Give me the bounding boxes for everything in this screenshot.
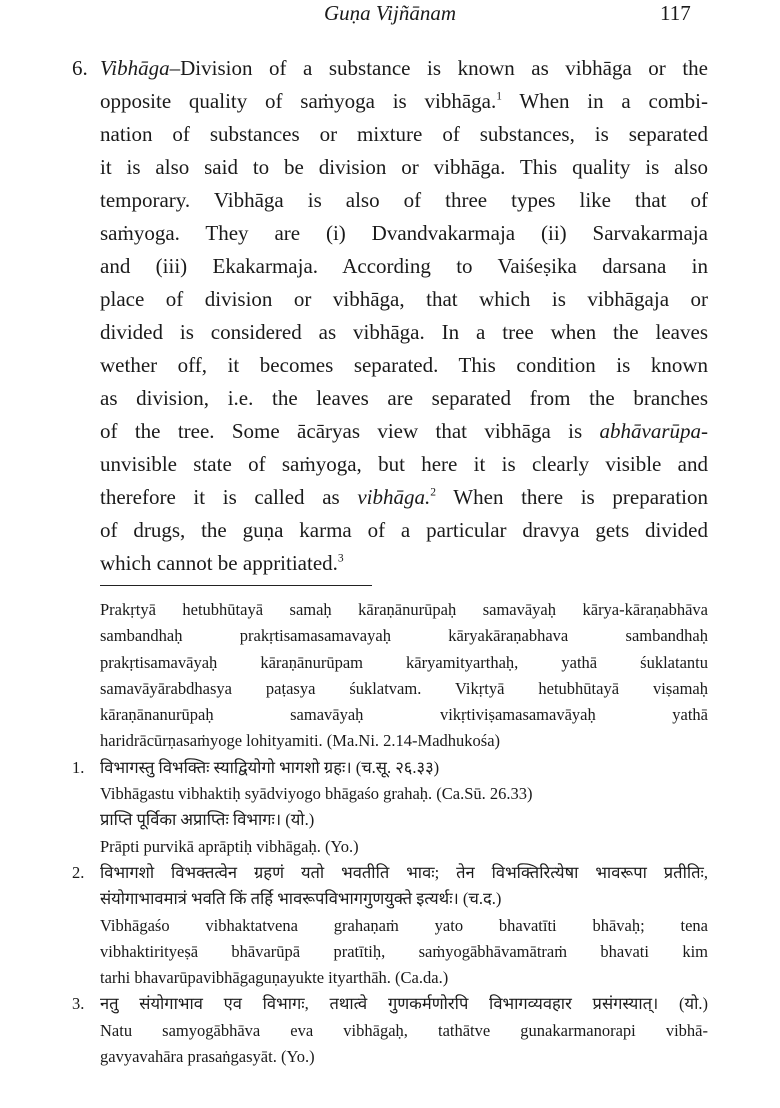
footnote-continuation-line [100, 728, 708, 754]
paragraph-line [100, 481, 708, 514]
text-run: विभागशो विभक्तत्वेन ग्रहणं यतो भवतीति भावः; तेन विभक्तिरित्येषा भावरूपा प्रतीतिः, [100, 862, 708, 882]
text-run: vibhaktirityeṣā bhāvarūpā pratītiḥ, saṁyogābhāvamātraṁ bhavati kim [100, 941, 708, 961]
paragraph-line [100, 514, 708, 547]
footnote-continuation-line [100, 702, 708, 728]
text-run: of drugs, the guṇa karma of a particular dravya gets divided [100, 518, 708, 542]
text-run: place of division or vibhāga, that which is vibhāgaja or [100, 287, 708, 311]
footnote-continuation-line [100, 650, 708, 676]
text-run: therefore it is called as [100, 485, 358, 509]
text-run: Prakṛtyā hetubhūtayā samaḥ kāraṇānurūpaḥ samavāyaḥ kārya-kāraṇabhāva [100, 600, 708, 619]
text-run: gavyavahāra prasaṅgasyāt. (Yo.) [100, 1047, 315, 1067]
text-run: नतु संयोगाभाव एव विभागः, तथात्वे गुणकर्मणोरपि विभागव्यवहार प्रसंगस्यात्। (यो.) [100, 994, 708, 1014]
paragraph-line [100, 283, 708, 316]
paragraph-line [100, 547, 708, 580]
footnote-reference: 2 [430, 486, 437, 499]
footnote-line [72, 991, 708, 1017]
text-run: as division, i.e. the leaves are separated from the branches [100, 386, 708, 410]
page-number: 117 [660, 1, 691, 25]
text-run: samavāyārabdhasya paṭasya śuklatvam. Vikṛtyā hetubhūtayā viṣamaḥ [100, 678, 708, 698]
text-run: of the tree. Some ācāryas view that vibhāga is [100, 419, 600, 443]
footnote-line [72, 860, 708, 886]
footnote-reference: 3 [337, 552, 344, 565]
text-run: Vibhāgaśo vibhaktatvena grahaṇaṁ yato bhavatīti bhāvaḥ; tena [100, 915, 708, 935]
text-run: temporary. Vibhāga is also of three types like that of [100, 188, 708, 212]
text-run: abhāvarūpa- [599, 419, 708, 443]
text-run: unvisible state of saṁyoga, but here it is clearly visible and [100, 452, 708, 476]
paragraph-line [100, 151, 708, 184]
text-run: haridrācūrṇasaṁyoge lohityamiti. (Ma.Ni. 2.14-Madhukośa) [100, 731, 501, 751]
footnote-line [100, 781, 708, 807]
paragraph-line [100, 85, 708, 118]
footnote-line [100, 965, 708, 991]
text-run: tarhi bhavarūpavibhāgaguṇayukte ityarthāh. (Ca.da.) [100, 968, 449, 988]
paragraph-line [100, 415, 708, 448]
text-run: –Division of a substance is known as vibhāga or the [169, 56, 708, 80]
paragraph-line [100, 349, 708, 382]
text-run: it is also said to be division or vibhāga. This quality is also [100, 155, 708, 179]
text-run: विभागस्तु विभक्तिः स्याद्वियोगो भागशो ग्रहः। (च.सू. २६.३३) [100, 757, 440, 777]
text-run: nation of substances or mixture of substances, is separated [100, 122, 708, 146]
text-run: Prāpti purvikā aprāptiḥ vibhāgaḥ. (Yo.) [100, 836, 359, 856]
text-run: When in a combi- [502, 89, 708, 113]
paragraph-line [100, 217, 708, 250]
text-run: Vibhāga [100, 56, 170, 80]
paragraph-line [100, 250, 708, 283]
footnote-line [100, 886, 708, 912]
text-run: संयोगाभावमात्रं भवति किं तर्हि भावरूपविभागगुणयुक्ते इत्यर्थः। (च.द.) [100, 889, 502, 909]
running-title: Guṇa Vijñānam [323, 1, 457, 25]
body-paragraph-6 [72, 52, 708, 580]
paragraph-line [100, 118, 708, 151]
footnote-number: 2. [72, 862, 85, 882]
text-run: vibhāga. [357, 485, 431, 509]
footnote-line [100, 807, 708, 833]
paragraph-line [72, 52, 708, 85]
text-run: saṁyoga. They are (i) Dvandvakarmaja (ii) Sarvakarmaja [100, 221, 708, 245]
footnote-line [100, 913, 708, 939]
text-run: prakṛtisamavāyaḥ kāraṇānurūpam kāryamityarthaḥ, yathā śuklatantu [100, 652, 708, 672]
footnote-number: 3. [72, 994, 85, 1014]
paragraph-line [100, 184, 708, 217]
footnote-number: 1. [72, 757, 85, 777]
text-run: and (iii) Ekakarmaja. According to Vaiśeṣika darsana in [100, 254, 708, 278]
paragraph-line [100, 448, 708, 481]
paragraph-line [100, 316, 708, 349]
footnote-divider [100, 585, 372, 586]
footnote-line [100, 1018, 708, 1044]
footnote-continuation-line [100, 676, 708, 702]
footnotes [72, 597, 708, 1070]
text-run: sambandhaḥ prakṛtisamasamavayaḥ kāryakāraṇabhava sambandhaḥ [100, 626, 708, 646]
text-run: Vibhāgastu vibhaktiḥ syādviyogo bhāgaśo grahaḥ. (Ca.Sū. 26.33) [100, 784, 533, 804]
text-run: opposite quality of saṁyoga is vibhāga. [100, 89, 497, 113]
footnote-line [100, 939, 708, 965]
text-run: wether off, it becomes separated. This condition is known [100, 353, 708, 377]
text-run: Natu samyogābhāva eva vibhāgaḥ, tathātve gunakarmanorapi vibhā- [100, 1020, 708, 1040]
text-run: which cannot be appritiated. [100, 551, 338, 575]
footnote-line [72, 755, 708, 781]
text-run: kāraṇānanurūpaḥ samavāyaḥ vikṛtiviṣamasamavāyaḥ yathā [100, 705, 708, 725]
footnote-continuation-line [100, 623, 708, 649]
footnote-line [100, 1044, 708, 1070]
paragraph-number: 6. [72, 56, 88, 80]
paragraph-line [100, 382, 708, 415]
text-run: प्राप्ति पूर्विका अप्राप्तिः विभागः। (यो.) [100, 810, 315, 830]
footnote-continuation-line [100, 597, 708, 623]
footnote-reference: 1 [496, 90, 502, 103]
text-run: divided is considered as vibhāga. In a tree when the leaves [100, 320, 708, 344]
footnote-line [100, 834, 708, 860]
text-run: When there is preparation [436, 485, 708, 509]
